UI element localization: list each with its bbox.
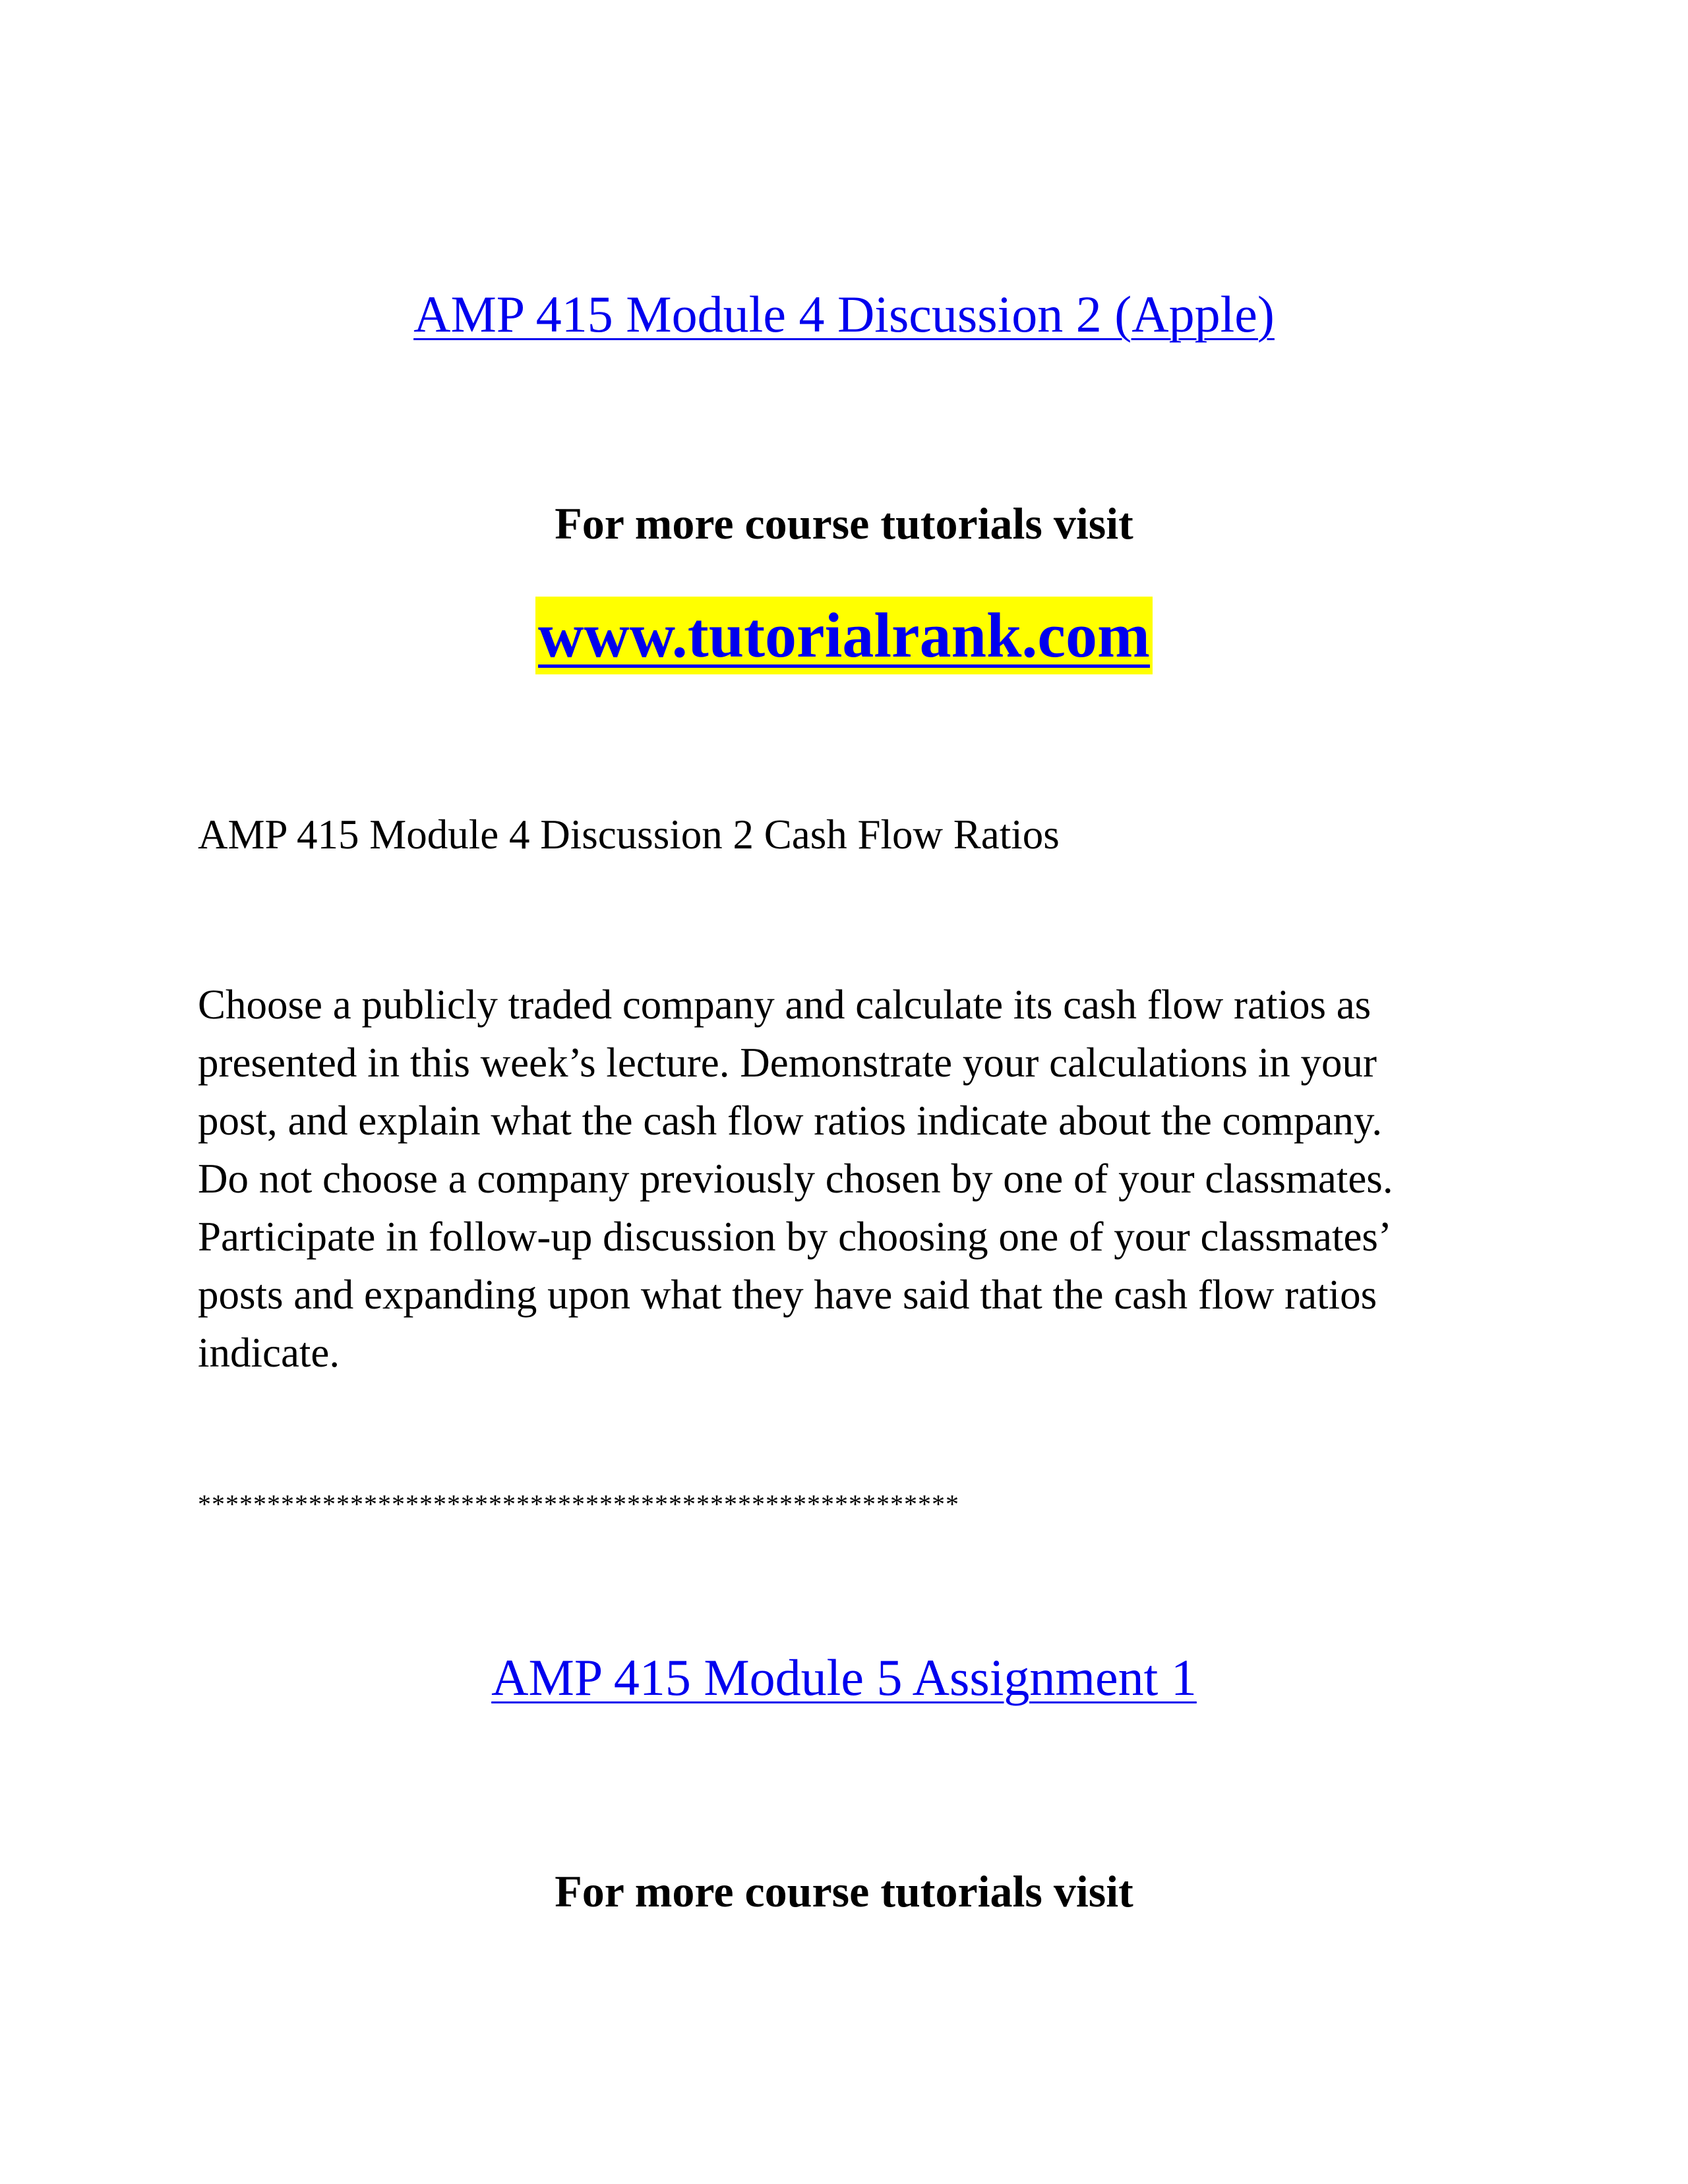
- paragraph-line: Choose a publicly traded company and calculate its cash flow ratios as: [198, 982, 1372, 1028]
- tutorialrank-link[interactable]: www.tutorialrank.com: [535, 597, 1153, 674]
- site-link-row: [0, 597, 1688, 674]
- paragraph-line: posts and expanding upon what they have said that the cash flow ratios: [198, 1272, 1377, 1318]
- paragraph-line: post, and explain what the cash flow ratios indicate about the company.: [198, 1098, 1383, 1144]
- module-5-assignment-link[interactable]: AMP 415 Module 5 Assignment 1: [491, 1649, 1197, 1706]
- module-4-discussion-link[interactable]: AMP 415 Module 4 Discussion 2 (Apple): [413, 285, 1275, 343]
- paragraph-line: Do not choose a company previously chosen by one of your classmates.: [198, 1156, 1393, 1202]
- discussion-paragraph: [198, 976, 1517, 1382]
- paragraph-line: Participate in follow-up discussion by choosing one of your classmates’: [198, 1214, 1392, 1260]
- paragraph-line: indicate.: [198, 1330, 340, 1376]
- heading-row-2: [0, 1648, 1688, 1707]
- heading-row-1: [0, 285, 1688, 344]
- discussion-subtitle: AMP 415 Module 4 Discussion 2 Cash Flow Ratios: [198, 812, 1060, 858]
- visit-text-2: For more course tutorials visit: [555, 1866, 1133, 1916]
- visit-text-1: For more course tutorials visit: [555, 498, 1133, 548]
- paragraph-line: presented in this week’s lecture. Demonstrate your calculations in your: [198, 1040, 1377, 1086]
- asterisk-separator: *******************************************************: [198, 1489, 959, 1519]
